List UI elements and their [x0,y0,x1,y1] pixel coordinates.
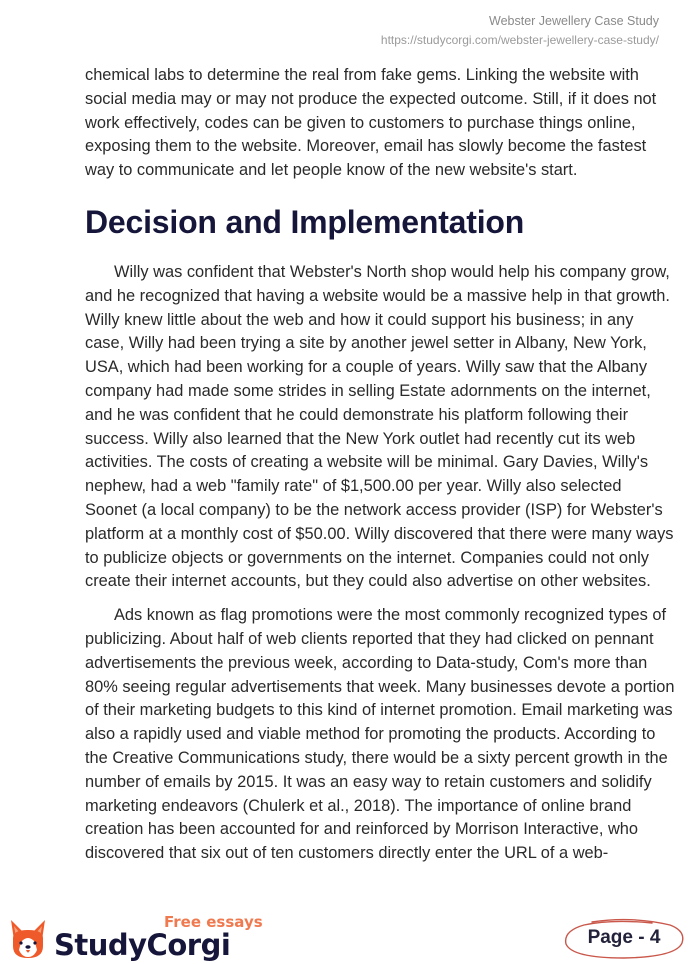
body-paragraph: Willy was confident that Webster's North shop would help his company grow, and he recognized that having a website would be a massive help in that growth. Willy knew little about the web and how it could support his business; in any case, Willy had been trying a site by another jewel setter in Albany, New York, USA, which had been working for a couple of years. Willy saw that the Albany company had made some strides in selling Estate adornments on the internet, and he was confident that he could demonstrate his platform following their success. Willy also learned that the New York outlet had recently cut its web activities. The costs of creating a website will be minimal. Gary Davies, Willy's nephew, had a web "family rate" of $1,500.00 per year. Willy also selected Soonet (a local company) to be the network access provider (ISP) for Webster's platform at a monthly cost of $50.00. Willy discovered that there were many ways to publicize objects or governments on the internet. Companies could not only create their internet accounts, but they could also advertise on other websites. [85,262,674,591]
logo-tagline: Free essays [164,913,263,931]
corgi-icon [8,916,48,960]
page-number: Page - 4 [587,927,661,948]
intro-paragraph: chemical labs to determine the real from fake gems. Linking the website with social media may or may not produce the expected outcome. Still, if it does not work effectively, codes can be given to customers to purchase things online, exposing them to the website. Moreover, email has slowly become the fastest way to communicate and let people know of the new website's start. [85,66,657,180]
page-header [381,12,659,50]
document-title: Webster Jewellery Case Study [489,14,659,28]
document-url[interactable]: https://studycorgi.com/webster-jewellery-case-study/ [380,33,659,47]
page-number-badge [562,917,686,961]
section-heading: Decision and Implementation [85,203,525,240]
studycorgi-logo[interactable] [8,910,263,960]
body-paragraph: Ads known as flag promotions were the most commonly recognized types of publicizing. About half of web clients reported that they had clicked on pennant advertisements the previous week, according to Data-study, Com's more than 80% seeing regular advertisements that week. Many businesses devote a portion of their marketing budgets to this kind of internet promotion. Email marketing was also a rapidly used and viable method for promoting the products. According to the Creative Communications study, there would be a sixty percent growth in the number of emails by 2015. It was an easy way to retain customers and solidify marketing endeavors (Chulerk et al., 2018). The importance of online brand creation has been accounted for and reinforced by Morrison Interactive, who discovered that six out of ten customers directly enter the URL of a web- [85,606,675,863]
document-body [85,64,675,866]
logo-name: StudyCorgi [54,928,231,962]
